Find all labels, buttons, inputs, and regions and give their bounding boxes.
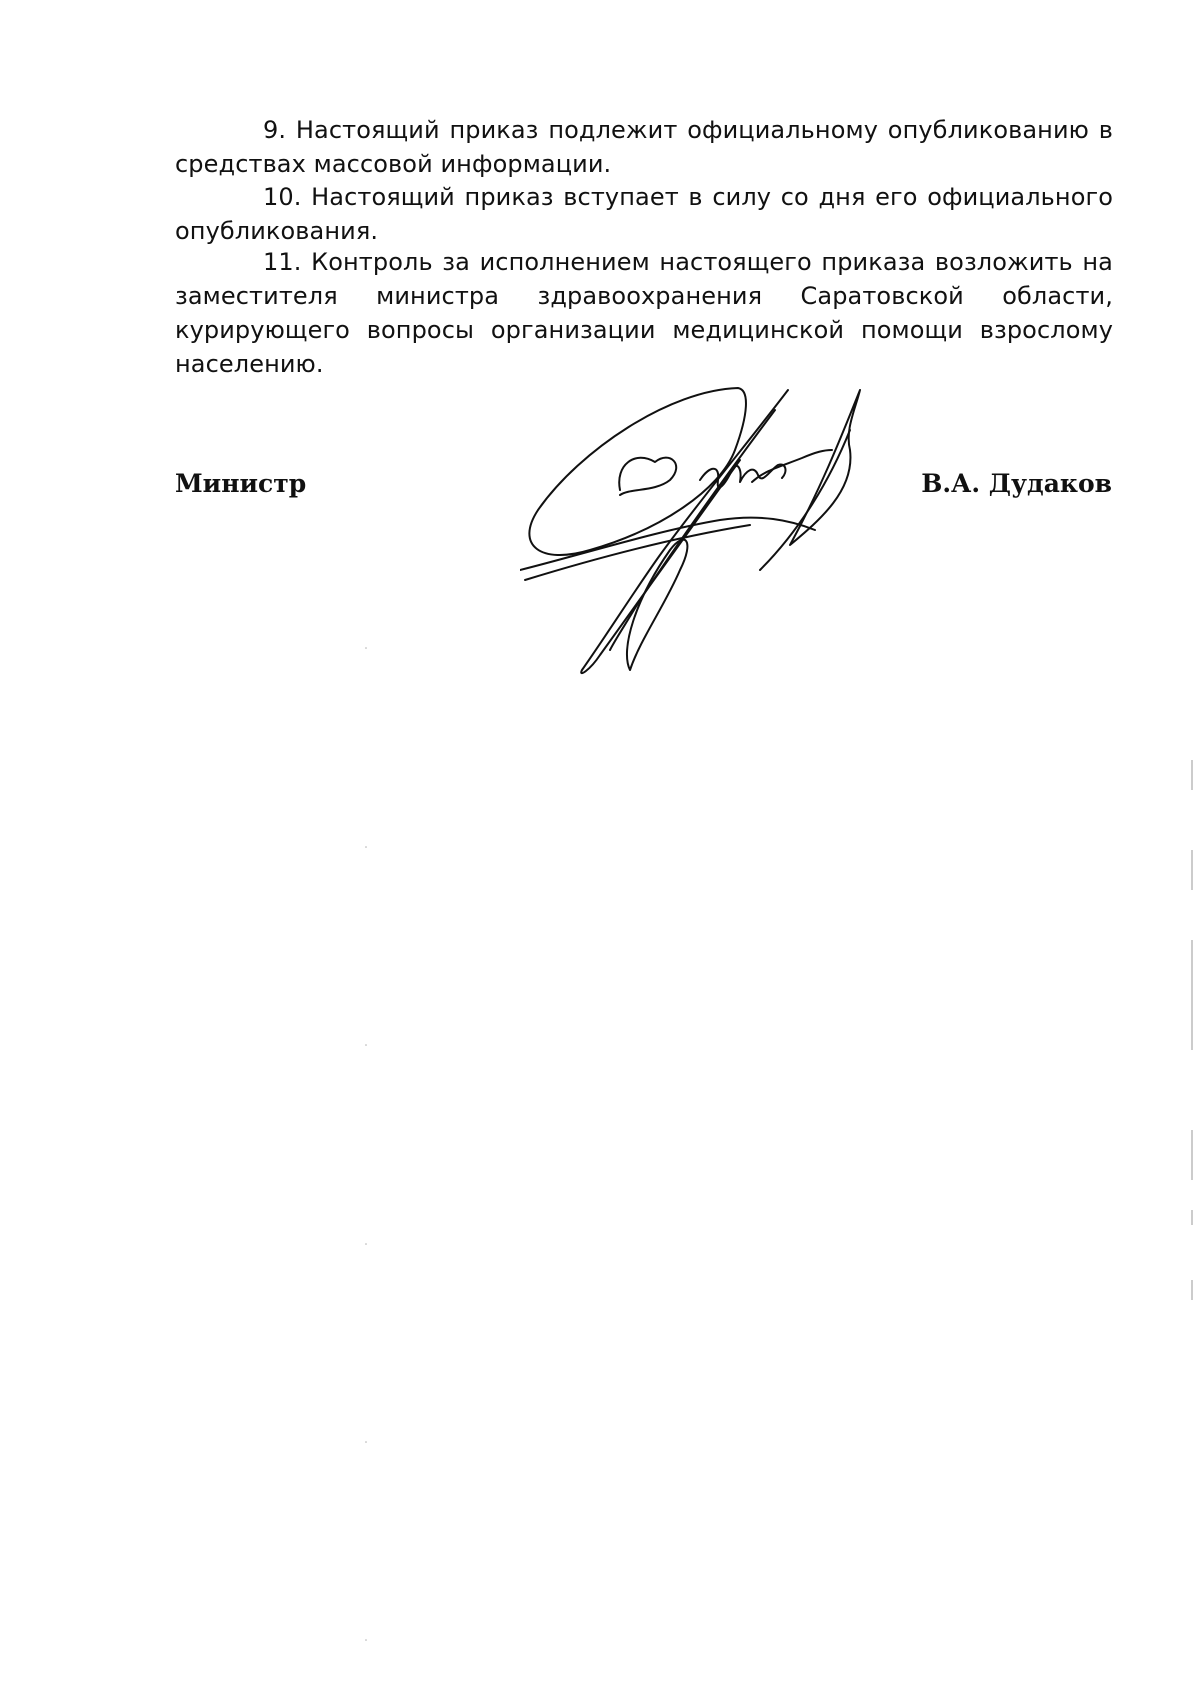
signatory-title: Министр xyxy=(175,469,307,498)
clause-10: 10. Настоящий приказ вступает в силу со дня его официального опубликования. xyxy=(175,183,1113,245)
clause-11: 11. Контроль за исполнением настоящего приказа возложить на заместителя министра здравоохранения Саратовской области, курирующего вопросы организации медицинской помощи взрослому населению. xyxy=(175,248,1113,378)
signatory-name: В.А. Дудаков xyxy=(921,469,1112,498)
clause-9: 9. Настоящий приказ подлежит официальному опубликованию в средствах массовой информации. xyxy=(175,116,1113,178)
